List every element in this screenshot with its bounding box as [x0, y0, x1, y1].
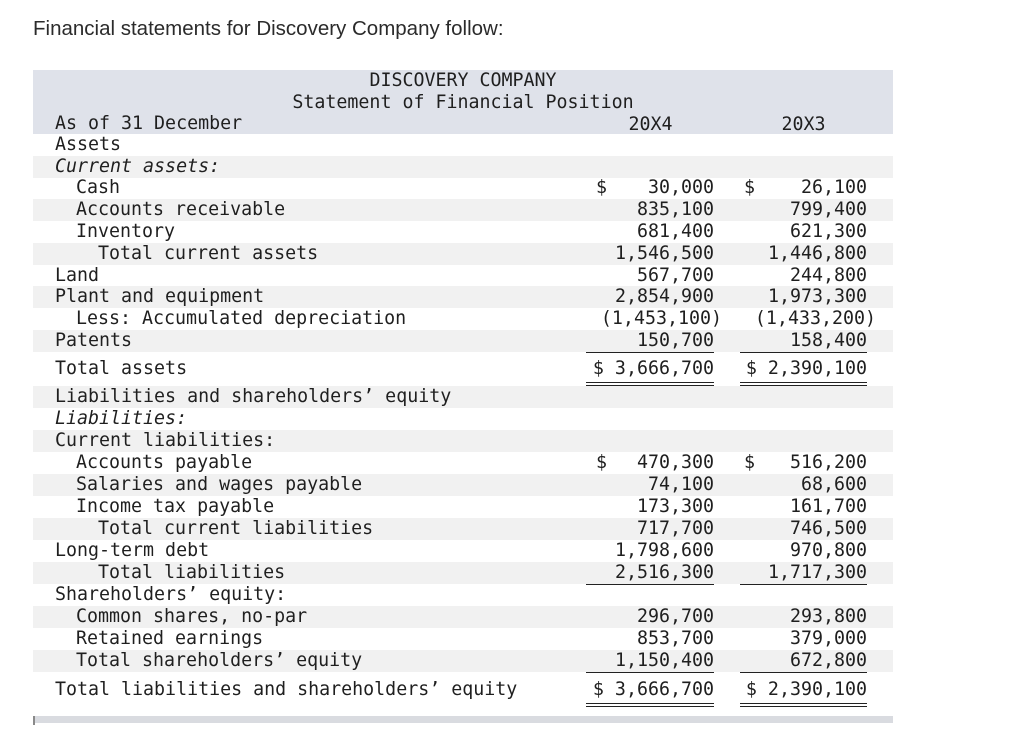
- row-label: Total assets: [55, 358, 188, 379]
- row-label: Liabilities:: [55, 408, 188, 429]
- value-20x3: 158,400: [740, 330, 867, 352]
- value-20x3: $ 2,390,100: [740, 679, 867, 701]
- row-total-current-liabilities: [33, 518, 893, 540]
- dollar-sign: $: [596, 452, 608, 473]
- value-20x3: 970,800: [740, 540, 867, 562]
- value-20x3: 799,400: [789, 199, 867, 220]
- value-20x3: 244,800: [789, 265, 867, 286]
- row-label: Current assets:: [55, 156, 221, 177]
- value-20x4: 74,100: [647, 474, 714, 495]
- row-label: Assets: [55, 134, 122, 155]
- row-label: Less: Accumulated depreciation: [76, 308, 407, 329]
- year-header-20x4: 20X4: [628, 114, 673, 135]
- row-label: Salaries and wages payable: [76, 474, 363, 495]
- value-20x4: 296,700: [636, 606, 714, 627]
- value-20x4: 150,700: [586, 330, 714, 352]
- value-20x4: 681,400: [586, 221, 714, 243]
- value-20x4: 30,000: [647, 177, 714, 198]
- row-long-term-debt: [33, 540, 893, 562]
- dollar-sign: $: [744, 452, 756, 473]
- row-income-tax-payable: [33, 496, 893, 518]
- value-20x3: 621,300: [740, 221, 867, 243]
- value-20x3: 26,100: [800, 177, 867, 198]
- scrollbar-track[interactable]: [33, 716, 893, 723]
- row-current-liabilities: [33, 430, 893, 452]
- value-20x3: 672,800: [740, 650, 867, 672]
- value-20x3: 1,973,300: [767, 286, 867, 307]
- row-total-current-assets: [33, 243, 893, 265]
- row-label: Plant and equipment: [55, 286, 265, 307]
- value-20x4: 2,854,900: [614, 286, 714, 307]
- row-label: Income tax payable: [76, 496, 275, 517]
- value-20x4: 835,100: [636, 199, 714, 220]
- row-salaries-payable: [33, 474, 893, 496]
- value-20x4: 1,150,400: [586, 650, 714, 672]
- as-of-label: As of 31 December: [55, 113, 243, 134]
- year-header-20x3: 20X3: [781, 114, 826, 135]
- value-20x3: 746,500: [789, 518, 867, 539]
- row-label: Patents: [55, 330, 133, 351]
- row-assets: [33, 134, 893, 156]
- scrollbar-edge: [33, 716, 35, 725]
- row-liabilities: [33, 408, 893, 430]
- company-name: DISCOVERY COMPANY: [369, 70, 557, 91]
- value-20x4: 2,516,300: [586, 562, 714, 584]
- value-20x4: $ 3,666,700: [586, 679, 714, 701]
- value-20x3: (1,433,200): [754, 308, 876, 329]
- row-label: Total liabilities and shareholders’ equity: [55, 679, 518, 700]
- row-total-shareholders-equity: [33, 650, 893, 672]
- row-total-liabilities: [33, 562, 893, 584]
- row-total-liabilities-equity: [33, 679, 893, 701]
- row-plant-equipment: [33, 286, 893, 308]
- row-cash: [33, 177, 893, 199]
- row-label: Liabilities and shareholders’ equity: [55, 386, 452, 407]
- value-20x3: 1,446,800: [767, 243, 867, 264]
- row-land: [33, 265, 893, 287]
- dollar-sign: $: [744, 177, 756, 198]
- value-20x3: 293,800: [789, 606, 867, 627]
- row-current-assets: [33, 156, 893, 178]
- row-label: Inventory: [76, 221, 176, 242]
- value-20x3: 161,700: [740, 496, 867, 518]
- row-label: Common shares, no-par: [76, 606, 308, 627]
- value-20x4: 173,300: [586, 496, 714, 518]
- row-common-shares: [33, 606, 893, 628]
- row-accounts-receivable: [33, 199, 893, 221]
- value-20x3: 379,000: [740, 628, 867, 650]
- value-20x4: $ 3,666,700: [586, 358, 714, 380]
- statement-title: Statement of Financial Position: [292, 92, 634, 113]
- row-label: Land: [55, 265, 100, 286]
- value-20x4: 1,798,600: [586, 540, 714, 562]
- intro-text: Financial statements for Discovery Company follow:: [33, 17, 504, 40]
- row-label: Total liabilities: [98, 562, 286, 583]
- value-20x4: (1,453,100): [600, 308, 722, 329]
- row-label: Cash: [76, 177, 121, 198]
- row-label: Accounts payable: [76, 452, 253, 473]
- row-label: Total shareholders’ equity: [76, 650, 363, 671]
- row-shareholders-equity: [33, 584, 893, 606]
- value-20x4: 717,700: [636, 518, 714, 539]
- value-20x4: 470,300: [636, 452, 714, 473]
- row-patents: [33, 330, 893, 352]
- row-label: Shareholders’ equity:: [55, 584, 287, 605]
- row-liab-se-heading: [33, 386, 893, 408]
- row-label: Accounts receivable: [76, 199, 286, 220]
- financial-statement: [33, 70, 893, 730]
- value-20x3: 1,717,300: [740, 562, 867, 584]
- value-20x3: $ 2,390,100: [740, 358, 867, 380]
- row-accounts-payable: [33, 452, 893, 474]
- row-label: Current liabilities:: [55, 430, 276, 451]
- value-20x4: 567,700: [636, 265, 714, 286]
- row-retained-earnings: [33, 628, 893, 650]
- row-label: Total current liabilities: [98, 518, 374, 539]
- value-20x4: 1,546,500: [614, 243, 714, 264]
- value-20x3: 516,200: [789, 452, 867, 473]
- value-20x3: 68,600: [800, 474, 867, 495]
- row-accumulated-depreciation: [33, 308, 893, 330]
- value-20x4: 853,700: [586, 628, 714, 650]
- row-inventory: [33, 221, 893, 243]
- dollar-sign: $: [596, 177, 608, 198]
- row-label: Long-term debt: [55, 540, 210, 561]
- row-total-assets: [33, 358, 893, 380]
- row-label: Total current assets: [98, 243, 319, 264]
- row-label: Retained earnings: [76, 628, 264, 649]
